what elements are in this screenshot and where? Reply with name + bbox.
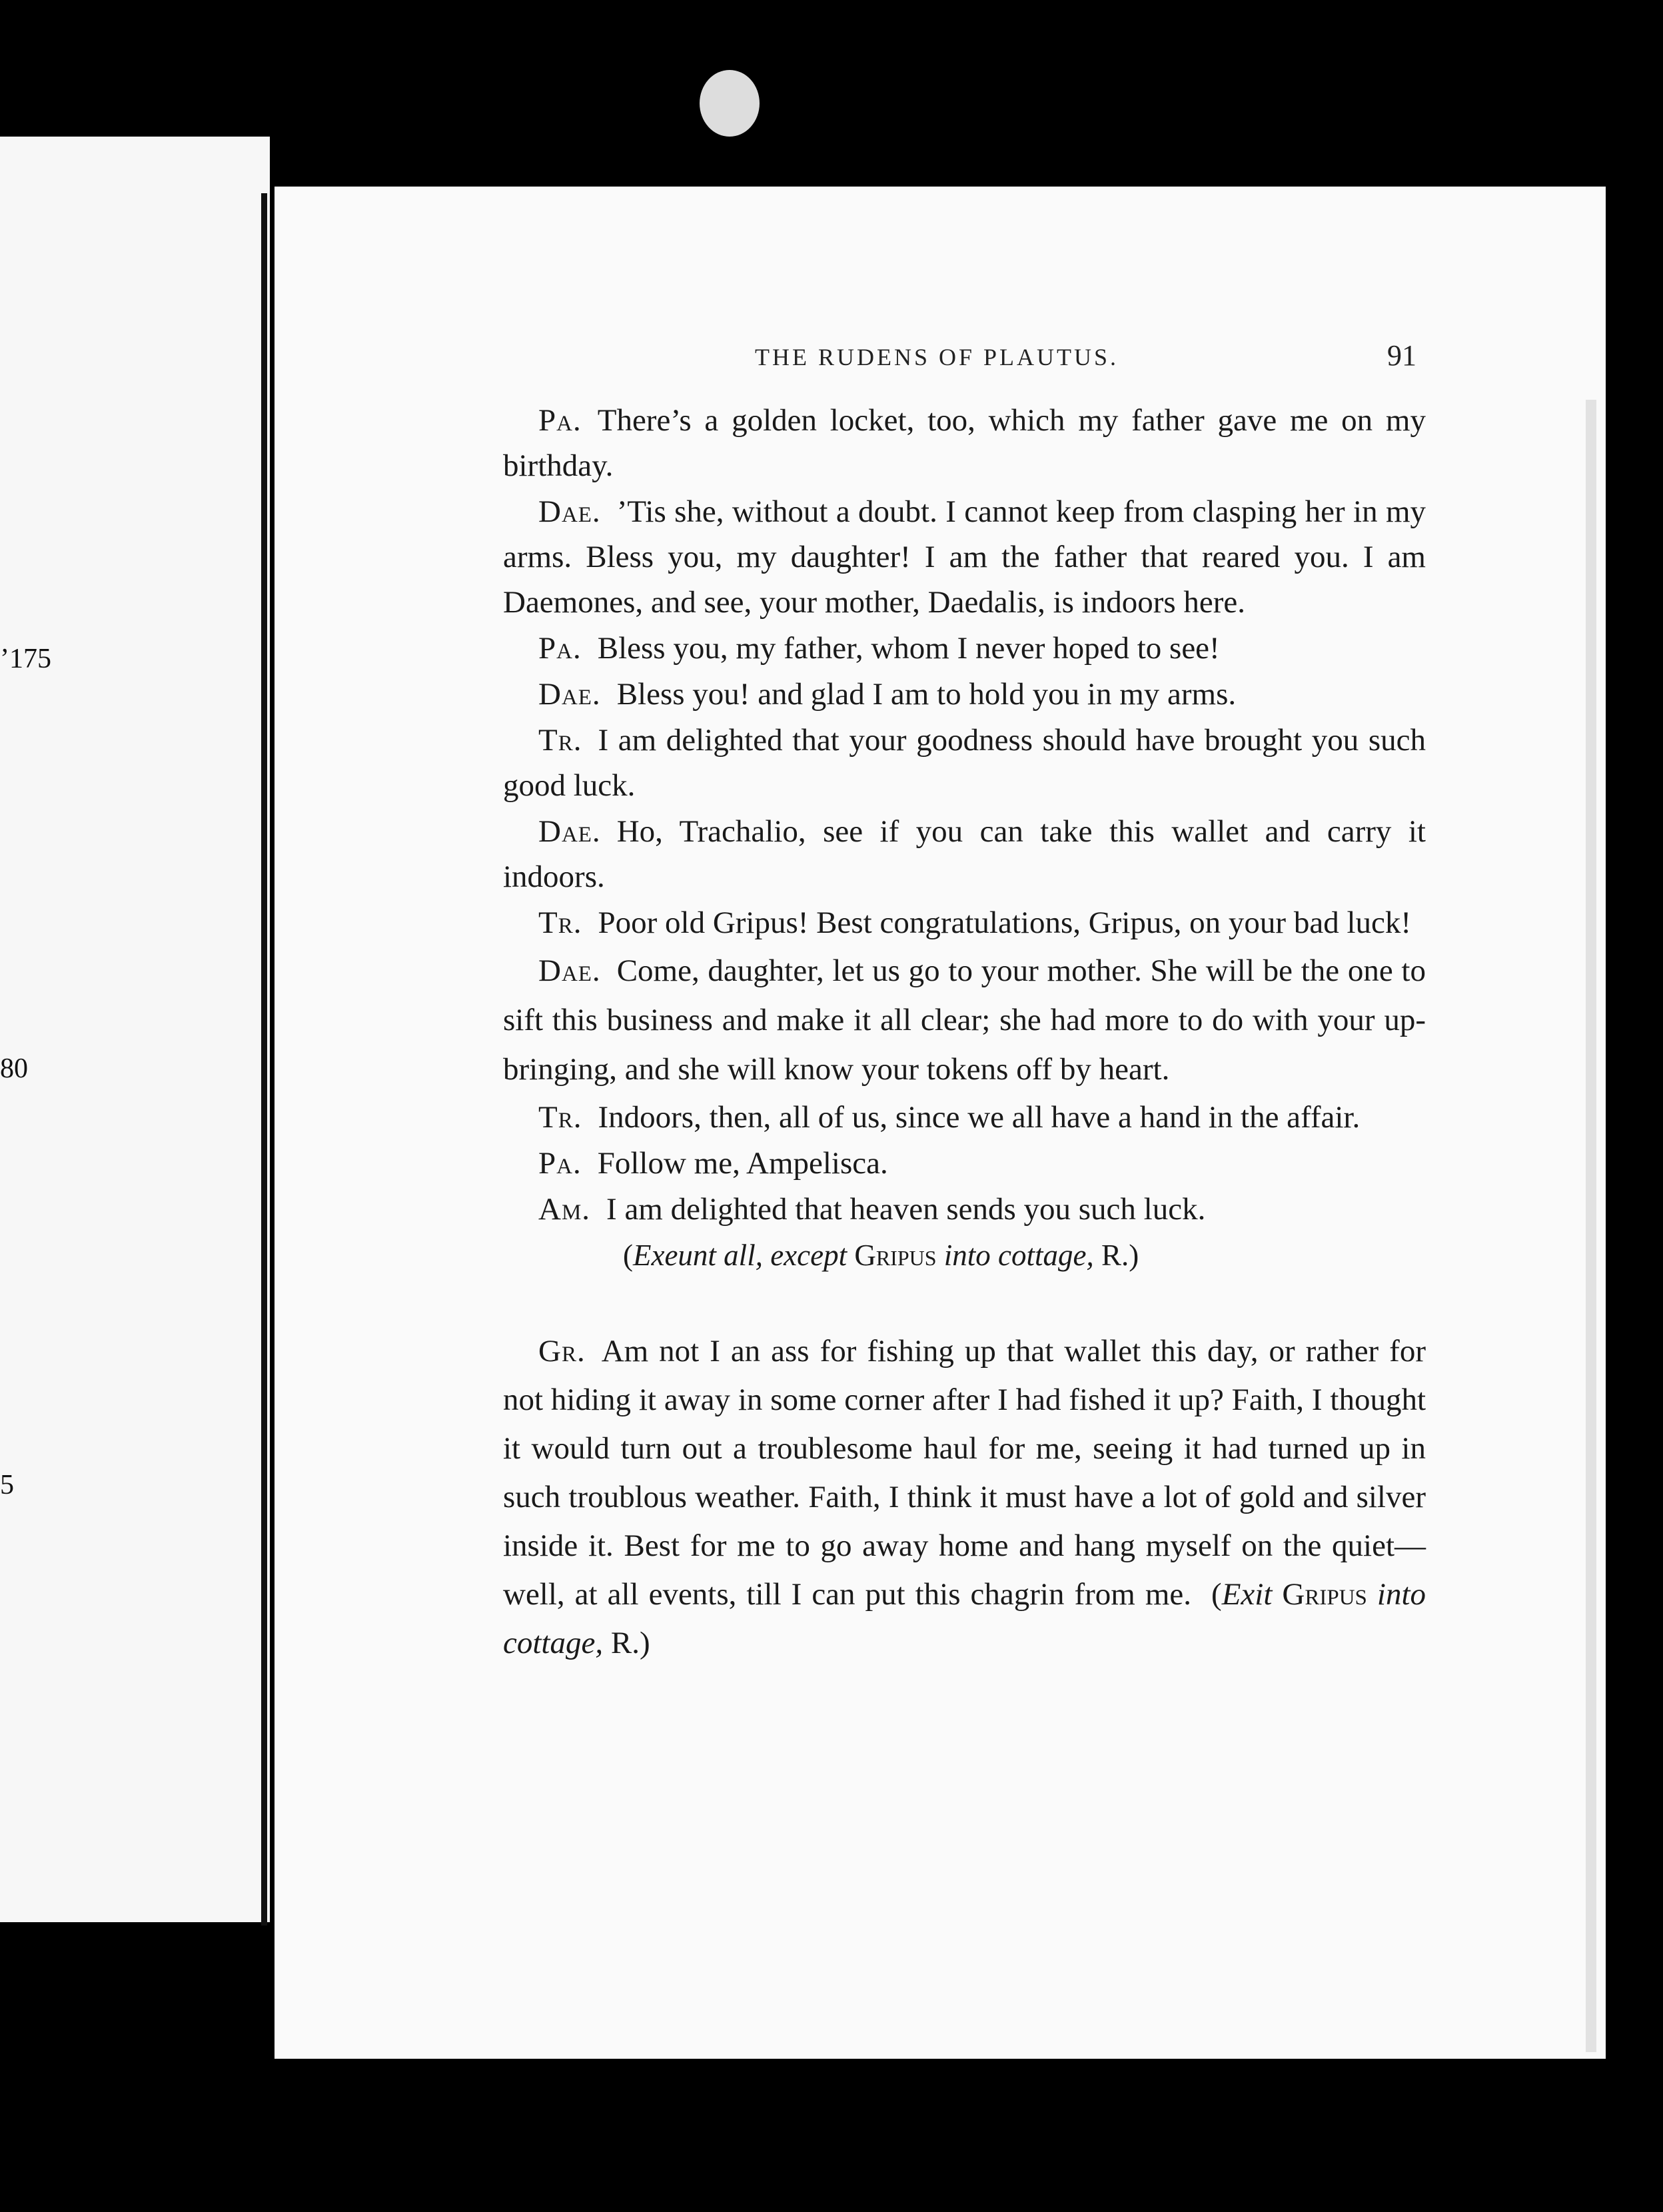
- left-margin-fragment: 80: [0, 1053, 28, 1084]
- page-text-block: [503, 398, 1426, 1668]
- left-page-fragment: [0, 137, 270, 1922]
- speech-text: I am delighted that your goodness should have brought you such good luck.: [503, 723, 1426, 803]
- speech-paragraph: [503, 672, 1426, 717]
- stage-direction-name: Gripus: [854, 1239, 937, 1272]
- speech-text: Ho, Trachalio, see if you can take this wallet and carry it indoors.: [503, 814, 1426, 894]
- stage-direction-exeunt: Exeunt all, except: [633, 1239, 847, 1272]
- stage-direction: (Exeunt all, except Gripus into cottage, R.): [623, 1239, 1139, 1272]
- speaker-label: Tr.: [538, 723, 582, 758]
- speech-paragraph: [503, 718, 1426, 808]
- speech-paragraph: [503, 946, 1426, 1094]
- speaker-label: Dae.: [538, 953, 601, 988]
- speech-paragraph: [503, 809, 1426, 899]
- speech-paragraph: [503, 1095, 1426, 1140]
- speech-paragraph: [503, 626, 1426, 671]
- running-title: THE RUDENS OF PLAUTUS.: [755, 344, 1119, 370]
- exit-direction: (Exit Gripus into cottage, R.): [503, 1577, 1426, 1660]
- left-margin-fragment: 5: [0, 1470, 14, 1500]
- speech-text: Come, daughter, let us go to your mother. She will be the one to sift this business and make it all clear; she had more to do with your up-bringing, and she will know your tokens off by heart.: [503, 953, 1426, 1087]
- stage-direction-side: R.): [1101, 1239, 1139, 1272]
- speaker-label: Dae.: [538, 814, 601, 849]
- dust-speck: [700, 70, 760, 137]
- speech-text: There’s a golden locket, too, which my father gave me on my birthday.: [503, 403, 1426, 483]
- speaker-label: Gr.: [538, 1334, 586, 1369]
- page-number: 91: [1387, 339, 1416, 372]
- speaker-label: Dae.: [538, 677, 601, 712]
- speaker-label: Tr.: [538, 1100, 582, 1135]
- speaker-label: Am.: [538, 1192, 591, 1227]
- speaker-label: Pa.: [538, 403, 582, 438]
- page-edge-shadow: [1586, 400, 1596, 2052]
- speaker-label: Dae.: [538, 494, 601, 529]
- speech-paragraph: [503, 1187, 1426, 1232]
- speaker-label: Tr.: [538, 905, 582, 940]
- speech-paragraph: [503, 1141, 1426, 1186]
- speech-paragraph: [503, 489, 1426, 625]
- speech-text: Bless you, my father, whom I never hoped to see!: [597, 631, 1220, 666]
- stage-direction-place: into cottage,: [943, 1239, 1094, 1272]
- speech-paragraph: [503, 1327, 1426, 1668]
- speech-text: Am not I an ass for fishing up that wallet this day, or rather for not hiding it away in some corner after I had fished it up? Faith, I thought it would turn out a troublesome haul for me, seeing it had turned up in such troublous weather. Faith, I think it must have a lot of gold and silver inside it. Best for me to go away home and hang myself on the quiet—well, at all events, till I can put this chagrin from me.: [503, 1334, 1426, 1612]
- speech-text: Bless you! and glad I am to hold you in my arms.: [616, 677, 1237, 712]
- speaker-label: Pa.: [538, 631, 582, 666]
- speaker-label: Pa.: [538, 1146, 582, 1181]
- speech-text: Follow me, Ampelisca.: [597, 1146, 888, 1181]
- book-binding-edge: [261, 193, 267, 1926]
- speech-paragraph: [503, 398, 1426, 488]
- speech-paragraph: [503, 900, 1426, 945]
- speech-text: ’Tis she, without a doubt. I cannot keep from clasping her in my arms. Bless you, my daughter! I am the father that reared you. I am Daemones, and see, your mother, Daedalis, is indoors here.: [503, 494, 1426, 620]
- speech-text: I am delighted that heaven sends you such luck.: [606, 1192, 1206, 1227]
- speech-text: Poor old Gripus! Best congratulations, Gripus, on your bad luck!: [598, 905, 1412, 940]
- speech-text: Indoors, then, all of us, since we all have a hand in the affair.: [598, 1100, 1361, 1135]
- left-margin-fragment: ’175: [0, 644, 51, 674]
